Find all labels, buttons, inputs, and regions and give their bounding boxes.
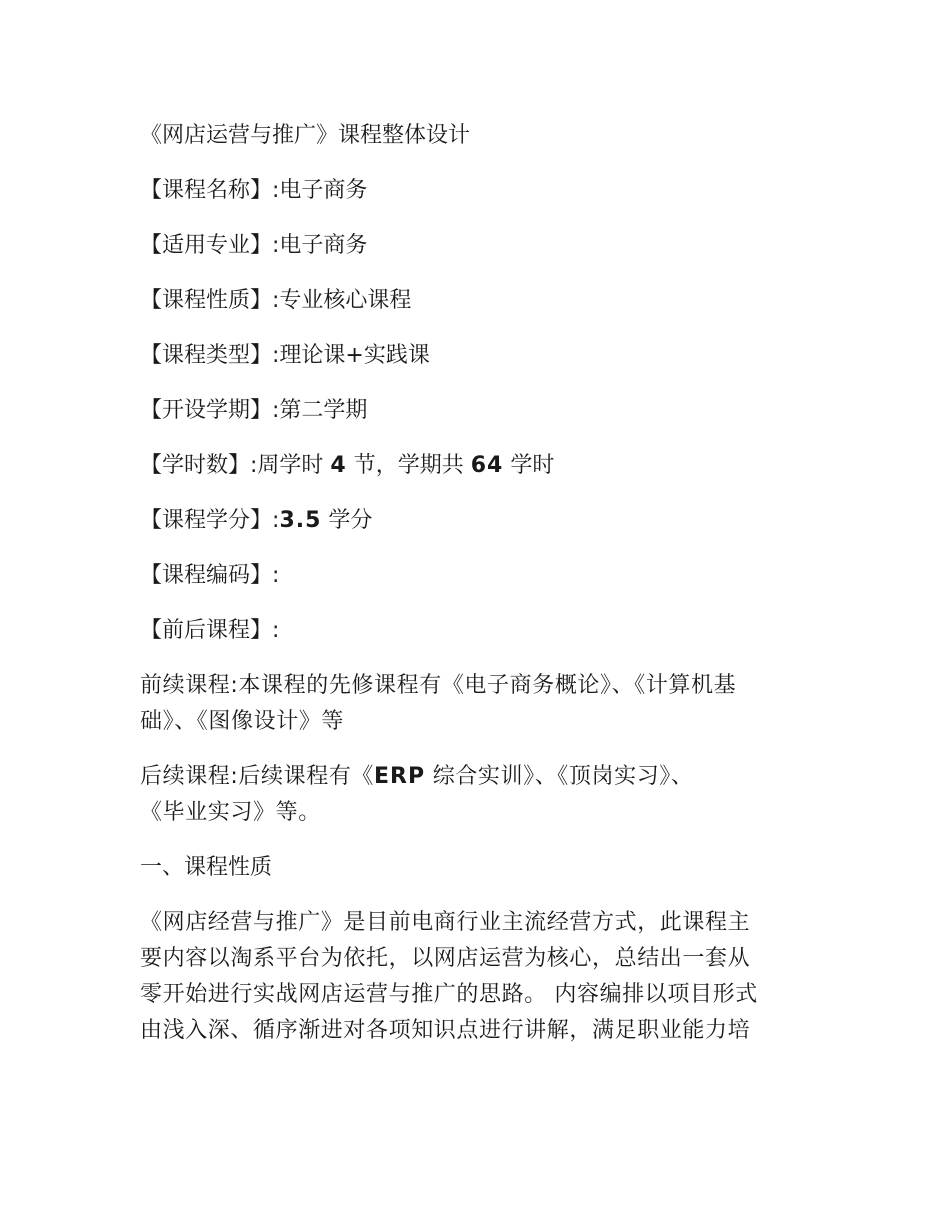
weekly-hours: 4	[330, 453, 347, 478]
field-course-code	[140, 558, 812, 594]
field-label: 【学时数】	[140, 453, 251, 478]
followup-row-2: 《毕业实习》等。	[140, 800, 321, 825]
field-course-type	[140, 338, 812, 374]
hours-prefix: :周学时	[250, 453, 331, 478]
total-hours: 64	[470, 453, 504, 478]
followup-erp: ERP	[374, 764, 426, 789]
field-course-nature	[140, 283, 812, 319]
field-label: 【课程编码】	[140, 563, 273, 588]
followup-paragraph	[140, 759, 812, 831]
field-label: 【课程类型】	[140, 343, 273, 368]
field-label: 【课程名称】	[140, 178, 273, 203]
field-related-courses	[140, 613, 812, 649]
field-label: 【课程性质】	[140, 288, 273, 313]
hours-suffix: 学时	[503, 453, 555, 478]
credits-value: 3.5	[279, 508, 322, 533]
followup-prefix: 后续课程:后续课程有《	[140, 764, 375, 789]
field-label: 【课程学分】	[140, 508, 273, 533]
field-label: 【前后课程】	[140, 618, 273, 643]
section-row-4: 由浅入深、循序渐进对各项知识点进行讲解，满足职业能力培	[140, 1018, 751, 1043]
followup-row-1	[140, 759, 812, 795]
section-paragraph	[140, 905, 812, 1049]
section-row-3: 零开始进行实战网店运营与推广的思路。 内容编排以项目形式	[140, 982, 758, 1007]
followup-rest: 综合实训》、《顶岗实习》、	[425, 764, 694, 789]
section-heading: 一、课程性质	[140, 855, 273, 880]
field-value: :电子商务	[272, 233, 368, 258]
field-major	[140, 228, 812, 264]
prerequisite-row-1: 前续课程:本课程的先修课程有《电子商务概论》、《计算机基	[140, 673, 737, 698]
field-value: :第二学期	[272, 398, 368, 423]
document-title: 《网店运营与推广》课程整体设计	[140, 123, 471, 148]
field-value: :理论课+实践课	[272, 343, 430, 368]
prerequisite-row-2: 础》、《图像设计》等	[140, 709, 345, 734]
field-semester	[140, 393, 812, 429]
field-label: 【开设学期】	[140, 398, 273, 423]
field-label: 【适用专业】	[140, 233, 273, 258]
field-value: :电子商务	[272, 178, 368, 203]
section-row-2: 要内容以淘系平台为依托，以网店运营为核心，总结出一套从	[140, 946, 751, 971]
document-content	[140, 118, 812, 1068]
prerequisite-paragraph	[140, 668, 812, 740]
section-row-1: 《网店经营与推广》是目前电商行业主流经营方式，此课程主	[140, 910, 751, 935]
credits-prefix: :	[272, 508, 280, 533]
field-credits	[140, 503, 812, 539]
field-value: :专业核心课程	[272, 288, 412, 313]
credits-suffix: 学分	[321, 508, 373, 533]
field-hours	[140, 448, 812, 484]
field-value: :	[272, 618, 280, 643]
field-course-name	[140, 173, 812, 209]
field-value: :	[272, 563, 280, 588]
hours-middle: 节，学期共	[346, 453, 471, 478]
